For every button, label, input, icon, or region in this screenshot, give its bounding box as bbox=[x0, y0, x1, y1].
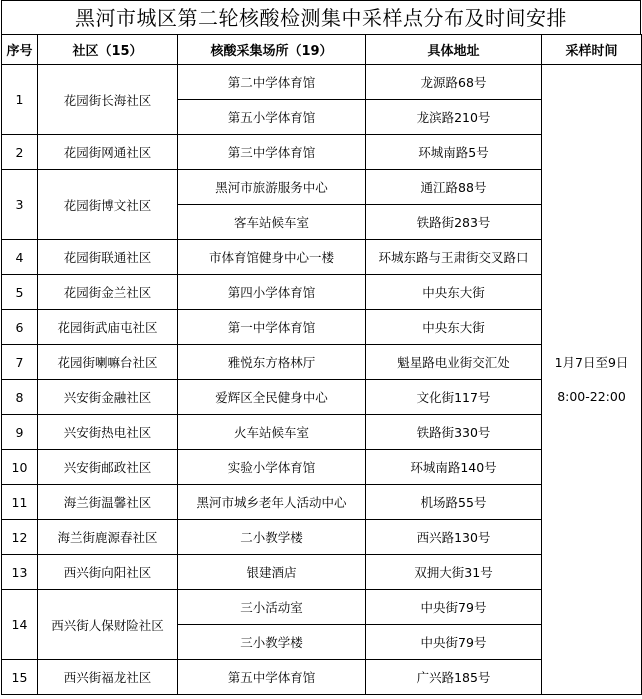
site-cell: 雅悦东方格林厅 bbox=[178, 345, 366, 380]
community-cell: 兴安街热电社区 bbox=[38, 415, 178, 450]
row-index: 5 bbox=[2, 275, 38, 310]
site-cell: 第一中学体育馆 bbox=[178, 310, 366, 345]
site-cell: 黑河市旅游服务中心 bbox=[178, 170, 366, 205]
community-cell: 西兴街向阳社区 bbox=[38, 555, 178, 590]
row-index: 4 bbox=[2, 240, 38, 275]
site-cell: 实验小学体育馆 bbox=[178, 450, 366, 485]
row-index: 9 bbox=[2, 415, 38, 450]
address-cell: 中央东大街 bbox=[366, 310, 542, 345]
community-cell: 兴安街金融社区 bbox=[38, 380, 178, 415]
row-index: 10 bbox=[2, 450, 38, 485]
page-title: 黑河市城区第二轮核酸检测集中采样点分布及时间安排 bbox=[1, 0, 641, 34]
community-cell: 花园街武庙屯社区 bbox=[38, 310, 178, 345]
row-index: 11 bbox=[2, 485, 38, 520]
address-cell: 环城南路140号 bbox=[366, 450, 542, 485]
site-cell: 第三中学体育馆 bbox=[178, 135, 366, 170]
site-cell: 二小教学楼 bbox=[178, 520, 366, 555]
address-cell: 西兴路130号 bbox=[366, 520, 542, 555]
site-cell: 银建酒店 bbox=[178, 555, 366, 590]
address-cell: 中央街79号 bbox=[366, 590, 542, 625]
address-cell: 文化街117号 bbox=[366, 380, 542, 415]
community-cell: 西兴街人保财险社区 bbox=[38, 590, 178, 660]
sampling-hours: 8:00-22:00 bbox=[557, 388, 626, 404]
header-time: 采样时间 bbox=[542, 35, 642, 65]
site-cell: 三小教学楼 bbox=[178, 625, 366, 660]
address-cell: 中央东大街 bbox=[366, 275, 542, 310]
site-cell: 第四小学体育馆 bbox=[178, 275, 366, 310]
site-cell: 爱辉区全民健身中心 bbox=[178, 380, 366, 415]
address-cell: 龙滨路210号 bbox=[366, 100, 542, 135]
site-cell: 三小活动室 bbox=[178, 590, 366, 625]
address-cell: 铁路街330号 bbox=[366, 415, 542, 450]
community-cell: 花园街网通社区 bbox=[38, 135, 178, 170]
site-cell: 第五小学体育馆 bbox=[178, 100, 366, 135]
address-cell: 龙源路68号 bbox=[366, 65, 542, 100]
address-cell: 魁星路电业街交汇处 bbox=[366, 345, 542, 380]
address-cell: 环城东路与王肃街交叉路口 bbox=[366, 240, 542, 275]
row-index: 1 bbox=[2, 65, 38, 135]
sampling-time-cell bbox=[542, 65, 642, 695]
address-cell: 环城南路5号 bbox=[366, 135, 542, 170]
community-cell: 海兰街温馨社区 bbox=[38, 485, 178, 520]
table-row bbox=[2, 65, 642, 100]
community-cell: 西兴街福龙社区 bbox=[38, 660, 178, 695]
row-index: 3 bbox=[2, 170, 38, 240]
community-cell: 花园街长海社区 bbox=[38, 65, 178, 135]
sampling-dates: 1月7日至9日 bbox=[554, 354, 629, 370]
site-cell: 第二中学体育馆 bbox=[178, 65, 366, 100]
sampling-sites-table bbox=[1, 34, 642, 695]
site-cell: 火车站候车室 bbox=[178, 415, 366, 450]
site-cell: 黑河市城乡老年人活动中心 bbox=[178, 485, 366, 520]
row-index: 15 bbox=[2, 660, 38, 695]
community-cell: 花园街金兰社区 bbox=[38, 275, 178, 310]
community-cell: 海兰街鹿源春社区 bbox=[38, 520, 178, 555]
header-row bbox=[2, 35, 642, 65]
address-cell: 铁路街283号 bbox=[366, 205, 542, 240]
address-cell: 机场路55号 bbox=[366, 485, 542, 520]
community-cell: 花园街联通社区 bbox=[38, 240, 178, 275]
address-cell: 双拥大街31号 bbox=[366, 555, 542, 590]
row-index: 6 bbox=[2, 310, 38, 345]
header-community: 社区（15） bbox=[38, 35, 178, 65]
community-cell: 花园街博文社区 bbox=[38, 170, 178, 240]
row-index: 2 bbox=[2, 135, 38, 170]
address-cell: 通江路88号 bbox=[366, 170, 542, 205]
site-cell: 客车站候车室 bbox=[178, 205, 366, 240]
table-body bbox=[2, 65, 642, 695]
address-cell: 广兴路185号 bbox=[366, 660, 542, 695]
row-index: 13 bbox=[2, 555, 38, 590]
row-index: 12 bbox=[2, 520, 38, 555]
row-index: 8 bbox=[2, 380, 38, 415]
row-index: 7 bbox=[2, 345, 38, 380]
header-index: 序号 bbox=[2, 35, 38, 65]
community-cell: 兴安街邮政社区 bbox=[38, 450, 178, 485]
site-cell: 市体育馆健身中心一楼 bbox=[178, 240, 366, 275]
site-cell: 第五中学体育馆 bbox=[178, 660, 366, 695]
row-index: 14 bbox=[2, 590, 38, 660]
community-cell: 花园街喇嘛台社区 bbox=[38, 345, 178, 380]
header-address: 具体地址 bbox=[366, 35, 542, 65]
address-cell: 中央街79号 bbox=[366, 625, 542, 660]
header-site: 核酸采集场所（19） bbox=[178, 35, 366, 65]
